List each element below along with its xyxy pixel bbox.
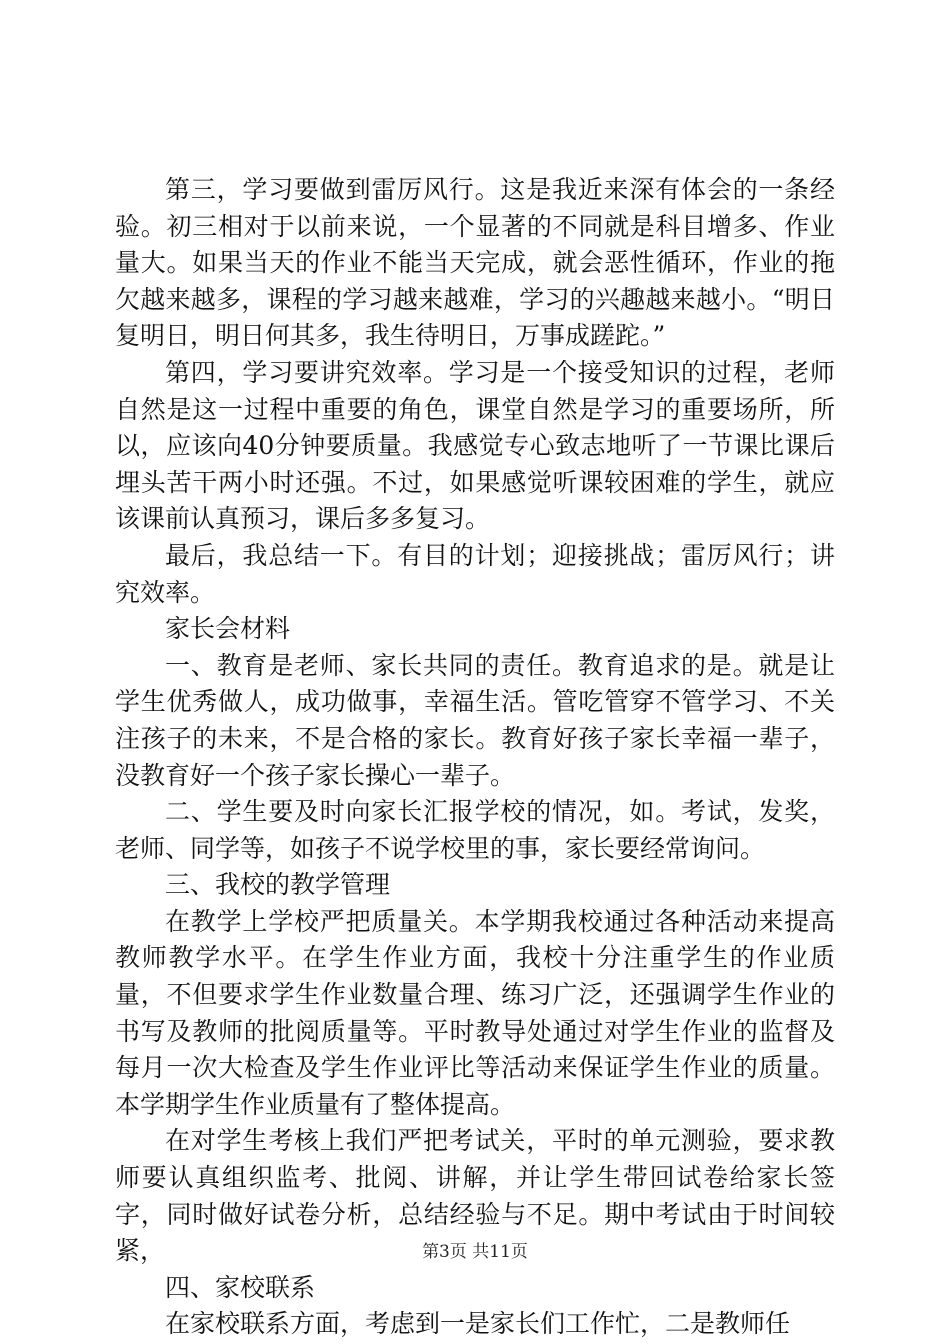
paragraph-study-decisiveness: 第三，学习要做到雷厉风行。这是我近来深有体会的一条经验。初三相对于以前来说，一个显著的不同就是科目增多、作业量大。如果当天的作业不能当天完成，就会恶性循环，作业的拖欠越来越多，课程的学习越来越难，学习的兴趣越来越小。“明日复明日，明日何其多，我生待明日，万事成蹉跎。” — [115, 175, 835, 351]
document-body — [115, 172, 835, 1343]
section-title-parent-meeting: 家长会材料 — [165, 614, 291, 644]
heading-home-school-contact: 四、家校联系 — [165, 1272, 316, 1302]
paragraph-home-school-contact: 在家校联系方面，考虑到一是家长们工作忙，二是教师任 — [165, 1309, 791, 1339]
paragraph-quality-control: 在教学上学校严把质量关。本学期我校通过各种活动来提高教师教学水平。在学生作业方面，我校十分注重学生的作业质量，不但要求学生作业数量合理、练习广泛，还强调学生作业的书写及教师的批阅质量等。平时教导处通过对学生作业的监督及每月一次大检查及学生作业评比等活动来保证学生作业的质量。本学期学生作业质量有了整体提高。 — [115, 906, 835, 1119]
paragraph-shared-responsibility: 一、教育是老师、家长共同的责任。教育追求的是。就是让学生优秀做人，成功做事，幸福生活。管吃管穿不管学习、不关注孩子的未来，不是合格的家长。教育好孩子家长幸福一辈子，没教育好一个孩子家长操心一辈子。 — [115, 650, 835, 790]
paragraph-summary: 最后，我总结一下。有目的计划；迎接挑战；雷厉风行；讲究效率。 — [115, 540, 835, 607]
paragraph-study-efficiency: 第四，学习要讲究效率。学习是一个接受知识的过程，老师自然是这一过程中重要的角色，课堂自然是学习的重要场所，所以，应该向40分钟要质量。我感觉专心致志地听了一节课比课后埋头苦干两小时还强。不过，如果感觉听课较困难的学生，就应该课前认真预习，课后多多复习。 — [115, 357, 835, 534]
paragraph-exam-assessment: 在对学生考核上我们严把考试关，平时的单元测验，要求教师要认真组织监考、批阅、讲解，并让学生带回试卷给家长签字，同时做好试卷分析，总结经验与不足。期中考试由于时间较紧， — [115, 1126, 835, 1266]
page-footer: 第3页 共11页 — [422, 1242, 528, 1262]
paragraph-report-to-parents: 二、学生要及时向家长汇报学校的情况，如。考试，发奖，老师、同学等，如孩子不说学校里的事，家长要经常询问。 — [115, 797, 835, 863]
heading-teaching-management: 三、我校的教学管理 — [165, 870, 391, 900]
